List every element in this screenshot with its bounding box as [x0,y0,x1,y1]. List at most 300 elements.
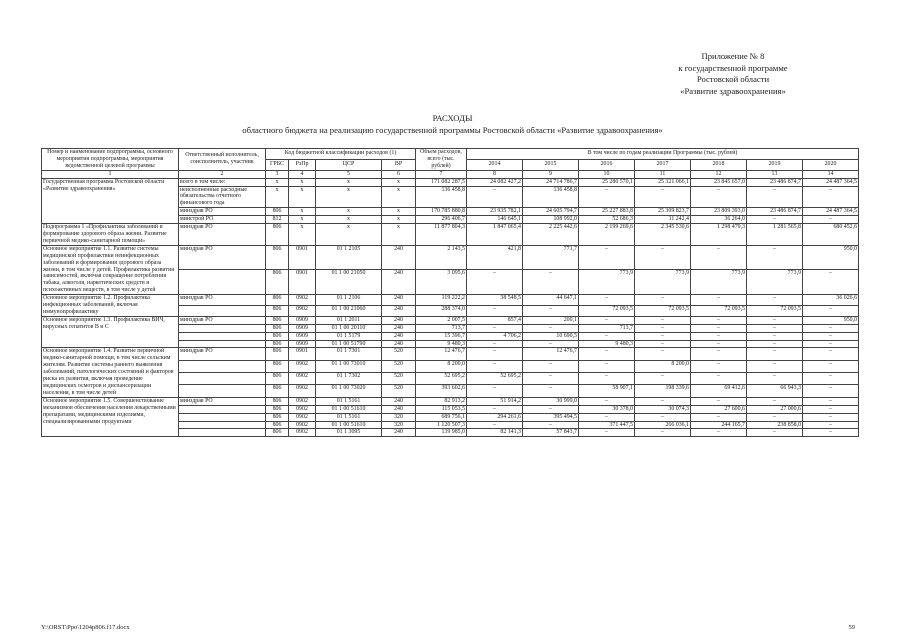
year-value-cell: – [803,421,859,429]
header-year: 2020 [803,159,859,170]
rzpr-cell: 0902 [289,305,316,316]
vr-cell: x [382,178,416,186]
header-year: 2014 [467,159,523,170]
year-value-cell: – [747,295,803,306]
year-value-cell: – [747,216,803,224]
column-number: 4 [289,170,316,178]
year-value-cell: – [579,348,635,360]
year-value-cell: 2 199 269,6 [579,224,635,246]
total-cell: 2 007,5 [416,316,467,324]
vr-cell: 240 [382,340,416,348]
column-number: 14 [803,170,859,178]
header-responsible: Ответственный исполнитель, соисполнитель, участник [179,149,266,171]
header-year: 2018 [691,159,747,170]
page-number: 59 [848,624,855,631]
year-value-cell: – [803,186,859,208]
year-value-cell: 24 605 794,7 [523,208,579,216]
responsible-cell: минздрав РО [179,224,266,246]
header-year: 2015 [523,159,579,170]
year-value-cell: – [579,316,635,324]
rzpr-cell: 0902 [289,295,316,306]
year-value-cell: – [803,413,859,421]
csr-cell: x [316,178,382,186]
csr-cell: 01 1 2011 [316,316,382,324]
csr-cell: 01 1 5161 [316,413,382,421]
responsible-cell: минстрой РО [179,216,266,224]
year-value-cell: – [635,245,691,270]
year-value-cell: – [523,360,579,372]
total-cell: 296 406,7 [416,216,467,224]
vr-cell: 240 [382,405,416,413]
responsible-cell [179,429,266,437]
responsible-cell [179,305,266,316]
year-value-cell: – [635,429,691,437]
year-value-cell: – [691,360,747,372]
year-value-cell: 371 447,5 [579,421,635,429]
year-value-cell: – [803,305,859,316]
total-cell: 136 458,8 [416,186,467,208]
program-name-cell: Основное мероприятие 1.3. Профилактика ВИЧ, вирусных гепатитов B и C [42,316,179,348]
grbs-cell: 806 [266,397,289,405]
column-number-row [42,170,859,178]
total-cell: 713,7 [416,324,467,332]
column-number: 7 [416,170,467,178]
year-value-cell: 136 458,8 [523,186,579,208]
grbs-cell: 812 [266,216,289,224]
grbs-cell: 806 [266,413,289,421]
year-value-cell: 66 943,3 [747,385,803,397]
rzpr-cell: 0902 [289,397,316,405]
year-value-cell: 771,7 [523,245,579,270]
table-row [42,295,859,306]
rzpr-cell: 0902 [289,405,316,413]
year-value-cell: – [691,348,747,360]
year-value-cell: 1 298 479,3 [691,224,747,246]
table-body [42,178,859,437]
grbs-cell: 806 [266,360,289,372]
year-value-cell: 30 074,3 [635,405,691,413]
responsible-cell [179,270,266,295]
total-cell: 115 053,5 [416,405,467,413]
year-value-cell: – [747,397,803,405]
csr-cell: x [316,208,382,216]
year-value-cell: – [579,245,635,270]
rzpr-cell: 0901 [289,348,316,360]
year-value-cell: – [523,340,579,348]
year-value-cell: 23 486 874,7 [747,178,803,186]
year-value-cell: – [579,429,635,437]
grbs-cell: 806 [266,340,289,348]
year-value-cell: 24 487 364,5 [803,208,859,216]
total-cell: 288 374,0 [416,305,467,316]
grbs-cell: 806 [266,270,289,295]
responsible-cell [179,324,266,332]
year-value-cell: 51 914,2 [467,397,523,405]
grbs-cell: 806 [266,348,289,360]
table-row [42,178,859,186]
header-vr: ВР [382,159,416,170]
program-name-cell: Государственная программа Ростовской области «Развитие здравоохранения» [42,178,179,223]
column-number: 9 [523,170,579,178]
csr-cell: 01 1 00 21060 [316,305,382,316]
year-value-cell: – [691,332,747,340]
year-value-cell: – [747,324,803,332]
document-title [0,112,905,136]
vr-cell: 240 [382,332,416,340]
rzpr-cell: 0902 [289,421,316,429]
vr-cell: 520 [382,373,416,385]
year-value-cell: – [691,316,747,324]
year-value-cell: 36 026,6 [803,295,859,306]
year-value-cell: 69 412,6 [691,385,747,397]
total-cell: 170 785 880,8 [416,208,467,216]
total-cell: 689 756,1 [416,413,467,421]
year-value-cell: – [579,373,635,385]
vr-cell: 240 [382,397,416,405]
rzpr-cell: 0901 [289,245,316,270]
grbs-cell: x [266,178,289,186]
year-value-cell: – [691,373,747,385]
csr-cell: 01 1 5179 [316,332,382,340]
year-value-cell: 421,8 [467,245,523,270]
year-value-cell: 773,9 [579,270,635,295]
title-subheading: областного бюджета на реализацию государственной программы Ростовской области «Развитие здравоохранения» [242,125,663,135]
vr-cell: 240 [382,429,416,437]
year-value-cell: 266 036,1 [635,421,691,429]
year-value-cell: – [691,324,747,332]
year-value-cell: 1 281 565,8 [747,224,803,246]
program-name-cell: Подпрограмма 1 «Профилактика заболеваний и формирование здорового образа жизни. Развитие первичной медико-санитарной помощи» [42,224,179,246]
csr-cell: 01 1 3095 [316,429,382,437]
year-value-cell: – [747,348,803,360]
year-value-cell: – [747,316,803,324]
rzpr-cell: 0902 [289,413,316,421]
csr-cell: x [316,186,382,208]
year-value-cell: 24 082 427,2 [467,178,523,186]
year-value-cell: 108 992,0 [523,216,579,224]
header-classification: Код бюджетной классификации расходов (1) [266,149,416,160]
appendix-line-4: «Развитие здравоохранения» [680,85,786,96]
csr-cell: 01 1 00 51610 [316,421,382,429]
year-value-cell: – [635,373,691,385]
grbs-cell: 806 [266,245,289,270]
year-value-cell: 146 645,1 [467,216,523,224]
year-value-cell: 52 686,3 [579,216,635,224]
year-value-cell: – [523,324,579,332]
table-row [42,397,859,405]
year-value-cell: – [747,186,803,208]
year-value-cell: – [803,397,859,405]
year-value-cell: – [635,397,691,405]
year-value-cell: – [747,245,803,270]
year-value-cell: – [635,340,691,348]
column-number: 11 [635,170,691,178]
column-number: 13 [747,170,803,178]
total-cell: 12 476,7 [416,348,467,360]
csr-cell: 01 1 00 73010 [316,360,382,372]
responsible-cell [179,385,266,397]
total-cell: 82 913,2 [416,397,467,405]
vr-cell: 240 [382,270,416,295]
vr-cell: 240 [382,305,416,316]
csr-cell: 01 1 2106 [316,295,382,306]
header-name: Номер и наименование подпрограммы, основного мероприятия подпрограммы, мероприятия ведомственной целевой программы [42,149,179,171]
grbs-cell: 806 [266,373,289,385]
appendix-line-2: к государственной программе [678,62,788,73]
year-value-cell: – [635,324,691,332]
year-value-cell: 72 093,5 [579,305,635,316]
rzpr-cell: 0909 [289,324,316,332]
year-value-cell: – [747,332,803,340]
year-value-cell: 24 714 786,7 [523,178,579,186]
year-value-cell: 23 486 874,7 [747,208,803,216]
total-cell: 171 082 287,5 [416,178,467,186]
year-value-cell: 27 000,6 [747,405,803,413]
year-value-cell: – [635,413,691,421]
expenses-table [41,148,859,437]
year-value-cell: – [523,373,579,385]
year-value-cell: 23 845 657,0 [691,178,747,186]
year-value-cell: – [803,429,859,437]
total-cell: 139 985,0 [416,429,467,437]
grbs-cell: 806 [266,421,289,429]
header-grbs: ГРБС [266,159,289,170]
year-value-cell: – [579,397,635,405]
csr-cell: 01 1 7302 [316,373,382,385]
year-value-cell: 25 309 823,7 [635,208,691,216]
total-cell: 8 200,0 [416,360,467,372]
year-value-cell: 23 935 782,1 [467,208,523,216]
vr-cell: 320 [382,421,416,429]
rzpr-cell: 0909 [289,316,316,324]
responsible-cell: минздрав РО [179,316,266,324]
year-value-cell: – [467,340,523,348]
year-value-cell: 25 280 570,1 [579,178,635,186]
year-value-cell: – [467,405,523,413]
year-value-cell: 72 093,5 [691,305,747,316]
header-rzpr: РзПр [289,159,316,170]
column-number: 3 [266,170,289,178]
year-value-cell: – [523,421,579,429]
year-value-cell: – [579,186,635,208]
year-value-cell: 38 548,5 [467,295,523,306]
year-value-cell: 57 843,7 [523,429,579,437]
responsible-cell [179,421,266,429]
csr-cell: 01 1 00 20110 [316,324,382,332]
rzpr-cell: x [289,186,316,208]
column-number: 1 [42,170,179,178]
year-value-cell: 680 452,6 [803,224,859,246]
responsible-cell: неисполненные расходные обязательства отчетного финансового года [179,186,266,208]
year-value-cell: – [803,270,859,295]
year-value-cell: – [803,405,859,413]
responsible-cell: минздрав РО [179,348,266,360]
rzpr-cell: x [289,178,316,186]
program-name-cell: Основное мероприятие 1.5. Совершенствование механизмов обеспечения населения лекарственными препаратами, медицинскими изделиями, специализированными продуктами [42,397,179,437]
year-value-cell: – [467,186,523,208]
year-value-cell: – [747,373,803,385]
table-row [42,224,859,246]
csr-cell: 01 1 00 21050 [316,270,382,295]
rzpr-cell: 0902 [289,360,316,372]
year-value-cell: 238 858,0 [747,421,803,429]
year-value-cell: 773,9 [635,270,691,295]
year-value-cell: 950,0 [803,316,859,324]
year-value-cell: – [467,360,523,372]
vr-cell: 320 [382,413,416,421]
rzpr-cell: x [289,208,316,216]
year-value-cell: – [803,324,859,332]
year-value-cell: – [691,413,747,421]
vr-cell: x [382,208,416,216]
year-value-cell: 82 141,3 [467,429,523,437]
responsible-cell: минздрав РО [179,397,266,405]
year-value-cell: 395 494,5 [523,413,579,421]
table-row [42,245,859,270]
table-header [42,149,859,179]
year-value-cell: – [635,186,691,208]
year-value-cell: – [579,332,635,340]
year-value-cell: – [691,397,747,405]
vr-cell: 520 [382,348,416,360]
rzpr-cell: 0909 [289,332,316,340]
csr-cell: 01 1 2105 [316,245,382,270]
csr-cell: x [316,224,382,246]
year-value-cell: 857,4 [467,316,523,324]
total-cell: 3 095,6 [416,270,467,295]
year-value-cell: – [803,340,859,348]
responsible-cell [179,360,266,372]
header-volume: Объем расходов, всего (тыс. рублей) [416,149,467,171]
year-value-cell: – [523,270,579,295]
footer-file-path: Y:\ORST\Ppo\1204p806.f17.docx [41,624,130,631]
total-cell: 15 396,7 [416,332,467,340]
year-value-cell: 58 907,1 [579,385,635,397]
column-number: 2 [179,170,266,178]
rzpr-cell: x [289,216,316,224]
year-value-cell: 36 264,0 [691,216,747,224]
total-cell: 2 143,5 [416,245,467,270]
year-value-cell: 713,7 [579,324,635,332]
column-number: 6 [382,170,416,178]
year-value-cell: 52 695,2 [467,373,523,385]
year-value-cell: 244 165,7 [691,421,747,429]
csr-cell: 01 1 7301 [316,348,382,360]
vr-cell: 240 [382,324,416,332]
header-year: 2019 [747,159,803,170]
year-value-cell: 27 600,6 [691,405,747,413]
year-value-cell: – [467,348,523,360]
table-row [42,348,859,360]
responsible-cell [179,413,266,421]
year-value-cell: – [747,413,803,421]
year-value-cell: – [467,305,523,316]
responsible-cell: минздрав РО [179,295,266,306]
year-value-cell: – [691,245,747,270]
responsible-cell [179,373,266,385]
year-value-cell: – [635,295,691,306]
year-value-cell: 25 321 066,1 [635,178,691,186]
year-value-cell: 294 261,6 [467,413,523,421]
vr-cell: 520 [382,360,416,372]
year-value-cell: – [579,360,635,372]
rzpr-cell: 0909 [289,340,316,348]
year-value-cell: 12 476,7 [523,348,579,360]
vr-cell: x [382,224,416,246]
grbs-cell: 806 [266,429,289,437]
year-value-cell: – [803,216,859,224]
grbs-cell: 806 [266,332,289,340]
responsible-cell [179,405,266,413]
year-value-cell: 9 480,3 [579,340,635,348]
year-value-cell: – [747,340,803,348]
year-value-cell: – [691,186,747,208]
vr-cell: 240 [382,245,416,270]
year-value-cell: 2 345 530,6 [635,224,691,246]
total-cell: 52 695,2 [416,373,467,385]
total-cell: 9 480,3 [416,340,467,348]
grbs-cell: x [266,186,289,208]
csr-cell: x [316,216,382,224]
appendix-block [613,51,853,97]
grbs-cell: 806 [266,405,289,413]
grbs-cell: 806 [266,385,289,397]
year-value-cell: – [803,360,859,372]
rzpr-cell: 0902 [289,429,316,437]
title-heading: РАСХОДЫ [432,113,473,123]
year-value-cell: 25 227 883,8 [579,208,635,216]
rzpr-cell: 0901 [289,270,316,295]
year-value-cell: – [523,305,579,316]
csr-cell: 01 1 00 51610 [316,405,382,413]
year-value-cell: 198 339,6 [635,385,691,397]
year-value-cell: 773,9 [747,270,803,295]
year-value-cell: 44 647,1 [523,295,579,306]
year-value-cell: – [747,360,803,372]
year-value-cell: – [579,413,635,421]
csr-cell: 01 1 00 51790 [316,340,382,348]
year-value-cell: 30 999,0 [523,397,579,405]
year-value-cell: – [635,348,691,360]
grbs-cell: 806 [266,305,289,316]
year-value-cell: – [467,324,523,332]
year-value-cell: – [523,405,579,413]
header-csr: ЦСР [316,159,382,170]
year-value-cell: – [523,385,579,397]
appendix-line-3: Ростовской области [696,74,770,84]
program-name-cell: Основное мероприятие 1.2. Профилактика инфекционных заболеваний, включая иммунопрофилактику [42,295,179,317]
vr-cell: x [382,186,416,208]
rzpr-cell: 0902 [289,373,316,385]
rzpr-cell: 0902 [289,385,316,397]
grbs-cell: 806 [266,224,289,246]
header-year: 2017 [635,159,691,170]
responsible-cell [179,332,266,340]
year-value-cell: – [803,385,859,397]
grbs-cell: 806 [266,295,289,306]
csr-cell: 01 1 00 73020 [316,385,382,397]
program-name-cell: Основное мероприятие 1.1. Развитие системы медицинской профилактики неинфекционных заболеваний и формирования здорового образа жизни, в том числе у детей. Профилактика развития зависимостей, включая сокращение потребления табака, алкоголя, наркотических средств и психоактивных веществ, в том числе у детей [42,245,179,294]
year-value-cell: 24 487 364,5 [803,178,859,186]
responsible-cell: всего в том числе: [179,178,266,186]
total-cell: 11 877 804,3 [416,224,467,246]
year-value-cell: – [635,332,691,340]
year-value-cell: – [691,295,747,306]
year-value-cell: 2 225 442,6 [523,224,579,246]
year-value-cell: – [803,332,859,340]
responsible-cell: минздрав РО [179,245,266,270]
year-value-cell: 4 706,2 [467,332,523,340]
